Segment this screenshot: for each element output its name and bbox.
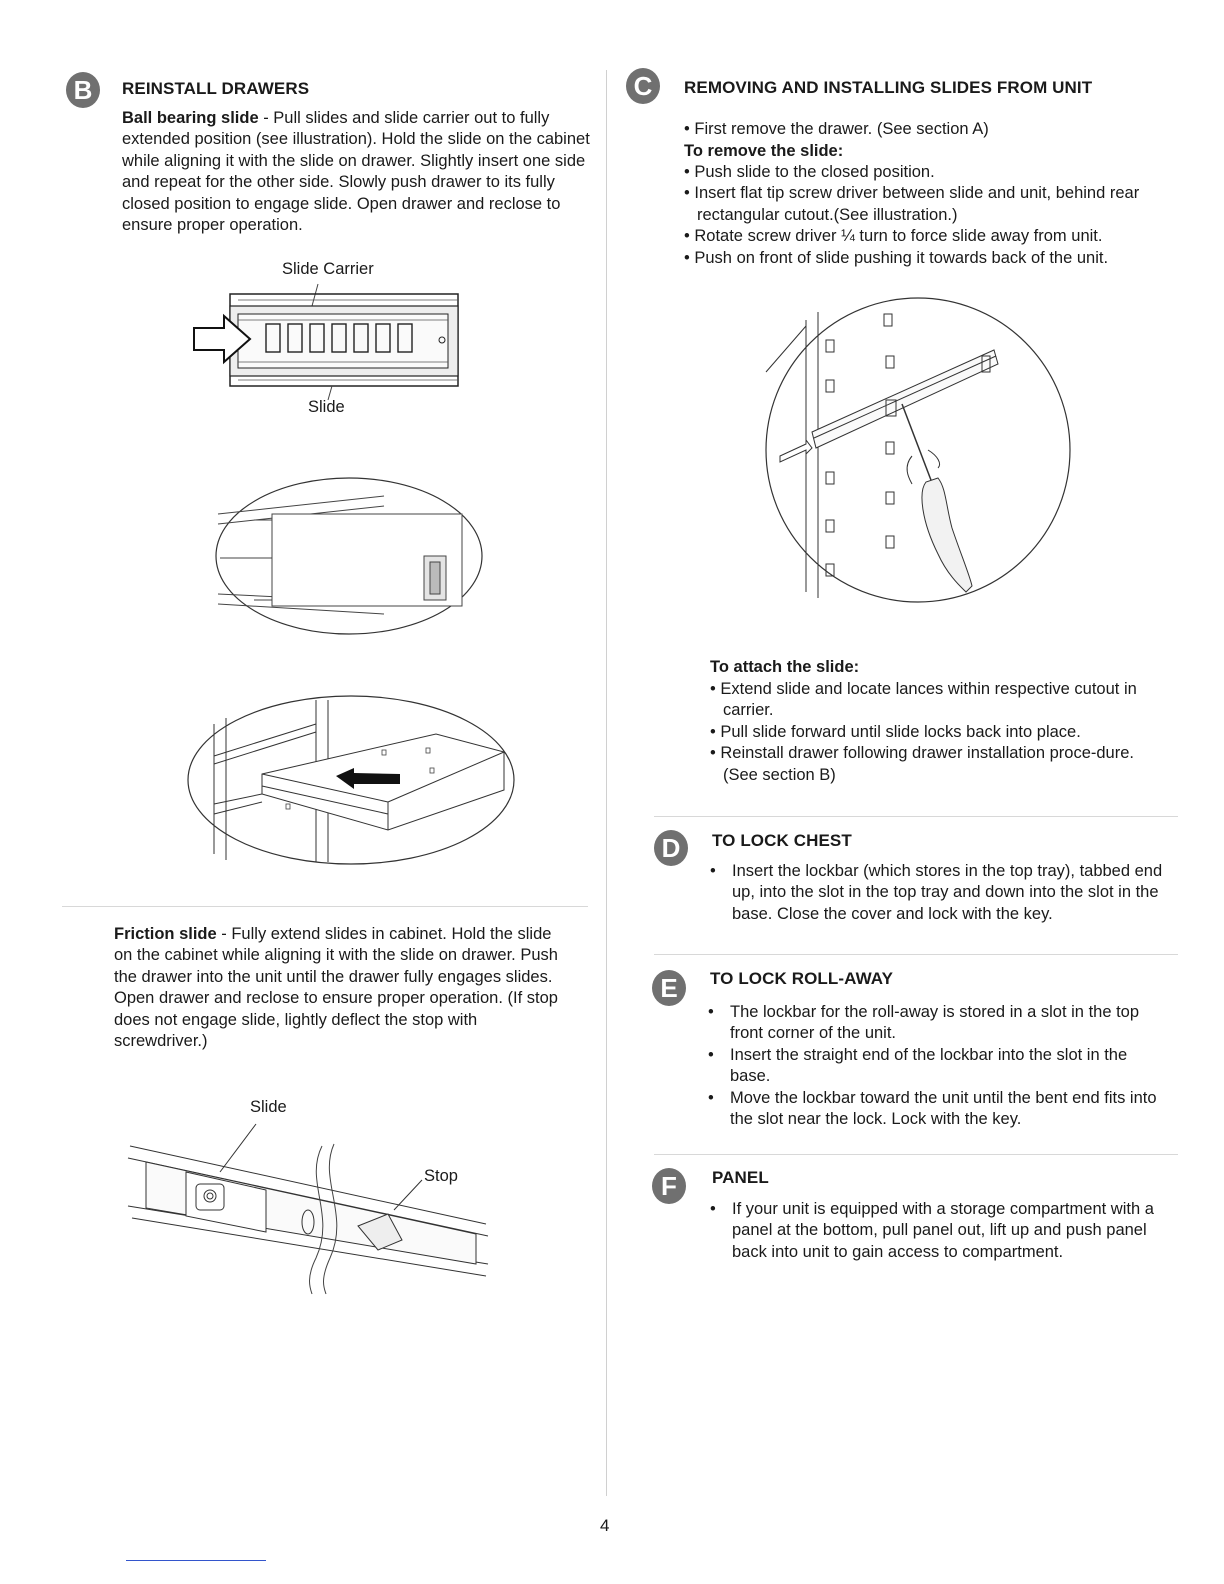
remove-steps-list (684, 162, 1159, 269)
remove-step: • Push slide to the closed position. (684, 162, 1159, 183)
section-b-title: REINSTALL DRAWERS (122, 79, 310, 98)
remove-step: • Push on front of slide pushing it towards back of the unit. (684, 248, 1159, 269)
friction-slide-label: Slide (250, 1098, 287, 1116)
lock-chest-step: • Insert the lockbar (which stores in the top tray), tabbed end up, into the slot in the top tray and down into the slot in the base. Close the cover and lock with the key. (710, 861, 1166, 925)
slide-label: Slide (308, 398, 345, 416)
section-c-title: REMOVING AND INSTALLING SLIDES FROM UNIT (684, 78, 1093, 97)
section-f-list (710, 1199, 1176, 1263)
panel-step: • If your unit is equipped with a storage compartment with a panel at the bottom, pull panel out, lift up and push panel back into unit to gain access to compartment. (710, 1199, 1176, 1263)
section-e-list (708, 1002, 1172, 1130)
slide-carrier-label: Slide Carrier (282, 260, 374, 278)
section-c-intro-list (684, 119, 1164, 140)
attach-slide-heading: To attach the slide: (710, 658, 860, 676)
divider-d-e (654, 954, 1178, 955)
lock-rollaway-step: • Move the lockbar toward the unit until the bent end fits into the slot near the lock. Lock with the key. (708, 1088, 1172, 1131)
attach-step: • Pull slide forward until slide locks back into place. (710, 722, 1140, 743)
slide-carrier-illustration (190, 284, 470, 394)
section-b-badge: B (66, 72, 100, 108)
attach-step: • Reinstall drawer following drawer installation proce-dure.(See section B) (710, 743, 1140, 786)
divider-c-d (654, 816, 1178, 817)
section-f-badge: F (652, 1168, 686, 1204)
friction-text: - Fully extend slides in cabinet. Hold the slide on the cabinet while aligning it with the slide on drawer. Push the drawer into the unit until the drawer fully engages slides. Open drawer and reclose to ensure proper operation. (If stop does not engage slide, lightly deflect the stop with screwdriver.) (114, 925, 558, 1051)
lock-rollaway-step: • Insert the straight end of the lockbar into the slot in the base. (708, 1045, 1172, 1088)
footer-rule (126, 1560, 266, 1561)
section-e-badge: E (652, 970, 686, 1006)
ball-bearing-text: - Pull slides and slide carrier out to fully extended position (see illustration). Hold the slide on the cabinet while aligning it with the slide on drawer. Slightly insert one side and repeat for the other side. Slowly push drawer to its fully closed position to engage slide. Open drawer and reclose to ensure proper operation. (122, 109, 590, 235)
friction-label: Friction slide (114, 925, 217, 943)
section-c-badge: C (626, 68, 660, 104)
section-d-badge: D (654, 830, 688, 866)
lock-rollaway-step: • The lockbar for the roll-away is stored in a slot in the top front corner of the unit. (708, 1002, 1172, 1045)
divider-e-f (654, 1154, 1178, 1155)
section-e-title: TO LOCK ROLL-AWAY (710, 969, 894, 988)
ball-bearing-paragraph (122, 108, 592, 236)
friction-paragraph (114, 924, 574, 1052)
screwdriver-removal-illustration (762, 292, 1074, 614)
attach-steps-list (710, 679, 1140, 786)
ball-bearing-label: Ball bearing slide (122, 109, 259, 127)
remove-step: • Insert flat tip screw driver between slide and unit, behind rear rectangular cutout.(See illustration.) (684, 183, 1159, 226)
slide-closeup-illustration (214, 476, 484, 636)
page-number: 4 (600, 1516, 610, 1535)
column-divider (606, 70, 607, 1496)
remove-step: • Rotate screw driver ¼ turn to force slide away from unit. (684, 226, 1159, 247)
drawer-install-illustration (186, 694, 516, 866)
attach-step: • Extend slide and locate lances within respective cutout in carrier. (710, 679, 1140, 722)
left-divider (62, 906, 588, 907)
stop-label: Stop (424, 1167, 458, 1185)
intro-bullet: • First remove the drawer. (See section A) (684, 119, 1164, 140)
friction-slide-illustration (126, 1118, 496, 1294)
remove-slide-heading: To remove the slide: (684, 142, 844, 160)
section-d-list (710, 861, 1166, 925)
section-d-title: TO LOCK CHEST (712, 831, 852, 850)
section-f-title: PANEL (712, 1168, 769, 1187)
